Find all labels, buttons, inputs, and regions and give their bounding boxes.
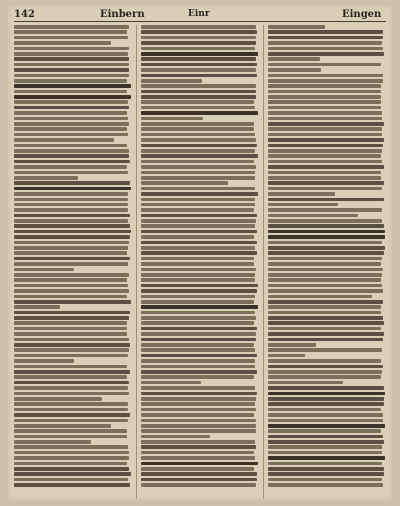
text-line xyxy=(14,343,130,347)
text-line xyxy=(268,445,382,449)
text-line xyxy=(141,52,258,56)
text-line xyxy=(268,246,385,250)
text-line xyxy=(268,300,383,304)
text-line xyxy=(268,483,383,487)
text-line xyxy=(268,451,382,455)
left-running-head: Einbern xyxy=(100,9,145,20)
text-line xyxy=(141,100,254,104)
text-line xyxy=(141,181,228,185)
text-line xyxy=(268,408,381,412)
text-line xyxy=(268,30,383,34)
text-line xyxy=(141,284,258,288)
text-line xyxy=(268,273,382,277)
text-line xyxy=(14,36,128,40)
text-line xyxy=(141,392,257,396)
text-line xyxy=(268,74,383,78)
text-line xyxy=(14,354,128,358)
text-line xyxy=(268,440,384,444)
text-line xyxy=(141,311,255,315)
text-line xyxy=(141,165,256,169)
column-divider xyxy=(136,25,137,499)
text-line xyxy=(14,230,131,234)
text-line xyxy=(141,332,256,336)
text-line xyxy=(268,472,384,476)
text-line xyxy=(14,90,127,94)
text-line xyxy=(268,224,384,228)
text-line xyxy=(141,187,255,191)
text-line xyxy=(141,203,255,207)
text-line xyxy=(14,144,127,148)
text-line xyxy=(268,478,382,482)
text-line xyxy=(268,208,382,212)
text-line xyxy=(268,435,383,439)
text-line xyxy=(141,456,255,460)
text-line xyxy=(14,413,130,417)
text-line xyxy=(141,219,256,223)
text-line xyxy=(141,359,255,363)
page-number: 142 xyxy=(14,9,35,20)
text-line xyxy=(268,327,381,331)
text-line xyxy=(268,41,382,45)
text-line xyxy=(268,419,383,423)
text-line xyxy=(14,25,129,29)
text-line xyxy=(141,127,254,131)
text-line xyxy=(268,106,381,110)
text-line xyxy=(14,95,131,99)
text-line xyxy=(268,165,384,169)
text-line xyxy=(14,214,130,218)
text-line xyxy=(141,57,256,61)
text-line xyxy=(14,268,74,272)
text-line xyxy=(14,138,114,142)
text-line xyxy=(14,424,111,428)
text-line xyxy=(268,149,382,153)
text-line xyxy=(268,305,381,309)
text-line xyxy=(268,192,335,196)
text-line xyxy=(14,219,128,223)
text-line xyxy=(14,154,129,158)
text-line xyxy=(141,246,255,250)
text-line xyxy=(141,370,257,374)
text-line xyxy=(268,52,384,56)
text-line xyxy=(14,122,129,126)
text-line xyxy=(141,316,256,320)
text-line xyxy=(14,235,130,239)
text-line xyxy=(268,203,338,207)
text-line xyxy=(14,84,131,88)
text-line xyxy=(141,198,255,202)
text-line xyxy=(141,408,256,412)
text-line xyxy=(14,445,128,449)
text-line xyxy=(14,176,78,180)
text-line xyxy=(268,251,384,255)
text-line xyxy=(268,144,383,148)
text-line xyxy=(14,203,128,207)
text-line xyxy=(268,154,381,158)
text-line xyxy=(268,219,382,223)
text-line xyxy=(141,154,258,158)
text-line xyxy=(141,348,255,352)
text-line xyxy=(14,41,111,45)
text-line xyxy=(141,106,255,110)
text-line xyxy=(268,295,372,299)
text-line xyxy=(141,68,256,72)
text-line xyxy=(14,187,131,191)
text-line xyxy=(14,171,128,175)
text-line xyxy=(141,375,254,379)
text-line xyxy=(268,348,382,352)
text-line xyxy=(141,192,258,196)
text-line xyxy=(268,68,321,72)
text-line xyxy=(268,343,316,347)
text-line xyxy=(14,316,129,320)
text-line xyxy=(14,381,129,385)
text-line xyxy=(14,192,128,196)
text-line xyxy=(141,25,256,29)
text-line xyxy=(14,52,128,56)
text-line xyxy=(141,160,254,164)
text-line xyxy=(141,397,256,401)
text-line xyxy=(141,47,255,51)
text-line xyxy=(14,327,127,331)
text-line xyxy=(14,408,128,412)
text-line xyxy=(268,25,325,29)
text-line xyxy=(141,208,254,212)
text-line xyxy=(141,90,256,94)
text-line xyxy=(141,413,254,417)
text-line xyxy=(14,57,129,61)
text-line xyxy=(141,133,255,137)
text-line xyxy=(141,138,256,142)
text-line xyxy=(14,338,129,342)
text-line xyxy=(14,440,91,444)
text-line xyxy=(141,472,257,476)
text-line xyxy=(268,268,383,272)
text-line xyxy=(14,483,130,487)
text-line xyxy=(268,456,385,460)
text-line xyxy=(14,419,128,423)
text-line xyxy=(141,257,254,261)
text-line xyxy=(14,74,129,78)
text-line xyxy=(268,57,320,61)
text-line xyxy=(268,84,381,88)
text-line xyxy=(141,483,256,487)
text-line xyxy=(14,435,127,439)
text-line xyxy=(141,251,257,255)
text-line xyxy=(268,230,385,234)
text-line xyxy=(268,111,382,115)
text-line xyxy=(268,381,343,385)
text-line xyxy=(141,305,258,309)
text-line xyxy=(268,241,382,245)
text-line xyxy=(14,68,129,72)
text-line xyxy=(141,111,258,115)
text-line xyxy=(268,392,385,396)
text-line xyxy=(268,386,384,390)
text-column-2 xyxy=(141,25,258,499)
text-line xyxy=(141,435,210,439)
text-line xyxy=(14,370,130,374)
text-line xyxy=(268,47,383,51)
text-line xyxy=(268,100,381,104)
text-line xyxy=(14,100,128,104)
text-line xyxy=(268,214,358,218)
text-line xyxy=(141,386,255,390)
text-column-1 xyxy=(14,25,131,499)
text-line xyxy=(268,262,381,266)
text-line xyxy=(141,295,255,299)
text-line xyxy=(14,305,60,309)
text-line xyxy=(268,462,382,466)
text-line xyxy=(268,160,382,164)
text-line xyxy=(14,359,74,363)
text-line xyxy=(268,79,383,83)
text-line xyxy=(141,289,257,293)
text-line xyxy=(14,284,128,288)
text-line xyxy=(14,451,129,455)
text-line xyxy=(141,149,255,153)
text-line xyxy=(268,354,305,358)
text-line xyxy=(141,122,254,126)
text-line xyxy=(141,440,255,444)
text-line xyxy=(14,332,127,336)
text-line xyxy=(14,278,127,282)
text-line xyxy=(14,397,102,401)
text-line xyxy=(141,365,255,369)
text-line xyxy=(141,214,257,218)
text-line xyxy=(141,41,256,45)
text-line xyxy=(268,359,381,363)
text-line xyxy=(268,63,381,67)
right-running-head: Eingen xyxy=(342,9,382,20)
text-line xyxy=(268,176,381,180)
text-line xyxy=(141,424,256,428)
text-line xyxy=(14,348,129,352)
text-line xyxy=(268,332,384,336)
text-line xyxy=(141,445,256,449)
text-line xyxy=(14,241,129,245)
text-line xyxy=(268,413,383,417)
text-line xyxy=(14,160,130,164)
text-line xyxy=(14,224,130,228)
text-line xyxy=(268,235,385,239)
text-line xyxy=(141,262,254,266)
text-line xyxy=(141,63,257,67)
text-line xyxy=(141,429,256,433)
text-line xyxy=(141,278,255,282)
header-rule xyxy=(14,21,386,22)
text-line xyxy=(14,402,128,406)
text-line xyxy=(268,257,382,261)
text-line xyxy=(268,95,381,99)
text-line xyxy=(141,451,254,455)
text-line xyxy=(268,402,384,406)
text-line xyxy=(141,230,257,234)
text-line xyxy=(14,165,127,169)
text-line xyxy=(141,79,202,83)
text-line xyxy=(14,149,129,153)
text-line xyxy=(141,84,256,88)
text-line xyxy=(14,257,130,261)
text-column-3 xyxy=(268,25,385,499)
text-line xyxy=(268,122,384,126)
text-line xyxy=(14,365,127,369)
text-line xyxy=(268,311,381,315)
text-line xyxy=(268,36,383,40)
text-line xyxy=(14,106,129,110)
text-line xyxy=(268,375,381,379)
text-line xyxy=(14,289,129,293)
text-line xyxy=(268,429,381,433)
text-line xyxy=(141,30,257,34)
text-line xyxy=(268,198,384,202)
text-line xyxy=(141,478,257,482)
text-line xyxy=(268,284,382,288)
text-line xyxy=(141,241,257,245)
text-line xyxy=(141,467,254,471)
text-line xyxy=(14,456,129,460)
dictionary-page xyxy=(6,4,394,502)
text-line xyxy=(14,79,127,83)
text-line xyxy=(14,198,128,202)
text-line xyxy=(268,365,383,369)
text-line xyxy=(14,111,127,115)
column-divider xyxy=(263,25,264,499)
text-line xyxy=(268,133,382,137)
middle-running-head: Einr xyxy=(188,9,210,19)
text-line xyxy=(141,462,258,466)
text-line xyxy=(141,74,257,78)
text-line xyxy=(141,338,256,342)
text-line xyxy=(141,343,254,347)
text-line xyxy=(141,95,256,99)
text-line xyxy=(141,171,255,175)
text-line xyxy=(141,144,257,148)
text-line xyxy=(14,375,127,379)
text-line xyxy=(141,327,257,331)
text-line xyxy=(268,187,382,191)
text-line xyxy=(14,246,128,250)
text-line xyxy=(268,138,384,142)
text-line xyxy=(268,338,383,342)
text-line xyxy=(14,467,129,471)
text-line xyxy=(268,117,382,121)
text-line xyxy=(14,181,130,185)
text-line xyxy=(141,117,203,121)
text-line xyxy=(141,381,201,385)
text-line xyxy=(141,224,255,228)
text-line xyxy=(268,424,385,428)
text-line xyxy=(14,386,128,390)
text-line xyxy=(141,36,256,40)
text-line xyxy=(14,133,128,137)
text-line xyxy=(141,176,255,180)
text-line xyxy=(268,90,381,94)
page-header xyxy=(6,4,394,22)
text-line xyxy=(14,251,127,255)
text-line xyxy=(14,208,128,212)
text-line xyxy=(268,289,383,293)
text-line xyxy=(141,235,254,239)
text-line xyxy=(141,402,255,406)
text-line xyxy=(14,63,129,67)
text-line xyxy=(14,392,129,396)
text-line xyxy=(141,273,255,277)
text-line xyxy=(268,370,382,374)
text-line xyxy=(14,47,129,51)
text-line xyxy=(14,117,128,121)
text-line xyxy=(141,321,254,325)
text-line xyxy=(268,127,382,131)
text-line xyxy=(14,321,127,325)
text-line xyxy=(268,181,384,185)
text-line xyxy=(14,478,128,482)
text-line xyxy=(14,462,127,466)
text-line xyxy=(14,273,129,277)
text-line xyxy=(14,127,127,131)
text-line xyxy=(14,311,130,315)
text-line xyxy=(14,295,127,299)
text-line xyxy=(14,262,128,266)
text-line xyxy=(268,316,383,320)
text-line xyxy=(141,419,256,423)
text-line xyxy=(141,268,256,272)
text-line xyxy=(14,30,127,34)
text-line xyxy=(268,321,384,325)
text-line xyxy=(141,300,254,304)
text-line xyxy=(268,467,384,471)
text-line xyxy=(14,472,131,476)
text-line xyxy=(268,278,381,282)
text-line xyxy=(268,397,384,401)
text-line xyxy=(141,354,257,358)
text-line xyxy=(268,171,381,175)
text-line xyxy=(14,300,131,304)
text-line xyxy=(14,429,127,433)
